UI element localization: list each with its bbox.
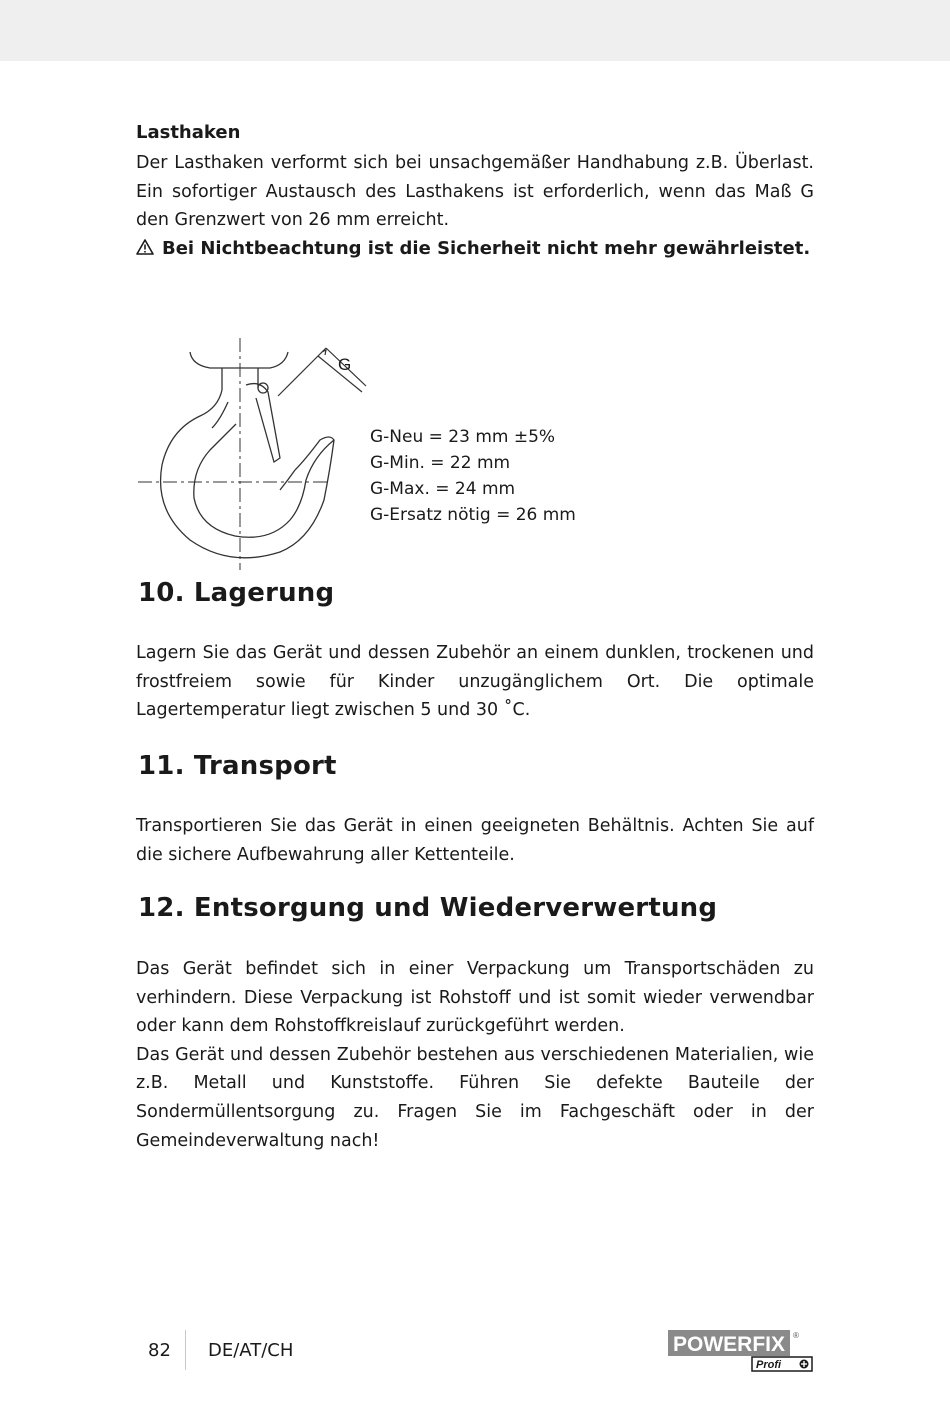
heading-lagerung: 10. Lagerung <box>138 578 335 608</box>
lagerung-text <box>136 639 814 725</box>
entsorgung-text <box>136 955 814 1155</box>
hook-specs <box>370 424 576 528</box>
footer-divider <box>185 1330 186 1370</box>
spec-line: G-Min. = 22 mm <box>370 453 511 473</box>
page-top-band <box>0 0 950 61</box>
spec-line: G-Neu = 23 mm ±5% <box>370 427 556 447</box>
entsorgung-paragraph-2: Das Gerät und dessen Zubehör bestehen aus verschiedenen Materialien, wie z.B. Metall und Kunststoffe. Führen Sie defekte Bauteile der Sondermüllentsorgung zu. Fragen Sie im Fachgeschäft oder in der Gemeindeverwaltung nach! <box>136 1044 814 1151</box>
logo-sub: Profi <box>756 1359 782 1371</box>
spec-line: G-Max. = 24 mm <box>370 479 516 499</box>
warning-line <box>136 238 810 259</box>
lasthaken-text <box>136 149 814 235</box>
powerfix-logo <box>668 1328 814 1372</box>
heading-entsorgung: 12. Entsorgung und Wiederverwertung <box>138 893 718 923</box>
load-hook-drawing <box>130 330 370 575</box>
lagerung-paragraph: Lagern Sie das Gerät und dessen Zubehör an einem dunklen, trockenen und frostfreiem sowie für Kinder unzugänglichem Ort. Die optimale Lagertemperatur liegt zwischen 5 und 30 ˚C. <box>136 643 814 721</box>
spec-line: G-Ersatz nötig = 26 mm <box>370 505 576 525</box>
dimension-label-g: G <box>338 355 352 374</box>
heading-transport: 11. Transport <box>138 751 337 781</box>
page-number: 82 <box>148 1340 171 1361</box>
logo-brand: POWERFIX <box>672 1333 786 1356</box>
entsorgung-paragraph-1: Das Gerät befindet sich in einer Verpackung um Transportschäden zu verhindern. Diese Verpackung ist Rohstoff und ist somit wieder verwendbar oder kann dem Rohstoffkreislauf zurückgeführt werden. <box>136 959 814 1037</box>
warning-text: Bei Nichtbeachtung ist die Sicherheit nicht mehr gewährleistet. <box>162 238 811 259</box>
footer-language: DE/AT/CH <box>208 1340 294 1361</box>
warning-triangle-icon <box>136 238 154 259</box>
section-title-lasthaken: Lasthaken <box>136 122 241 143</box>
lasthaken-paragraph: Der Lasthaken verformt sich bei unsachgemäßer Handhabung z.B. Überlast. Ein sofortiger Austausch des Lasthakens ist erforderlich, wenn das Maß G den Grenzwert von 26 mm erreicht. <box>136 153 814 231</box>
transport-paragraph: Transportieren Sie das Gerät in einen geeigneten Behältnis. Achten Sie auf die sichere Aufbewahrung aller Kettenteile. <box>136 816 814 865</box>
transport-text <box>136 812 814 869</box>
svg-text:®: ® <box>793 1331 799 1340</box>
